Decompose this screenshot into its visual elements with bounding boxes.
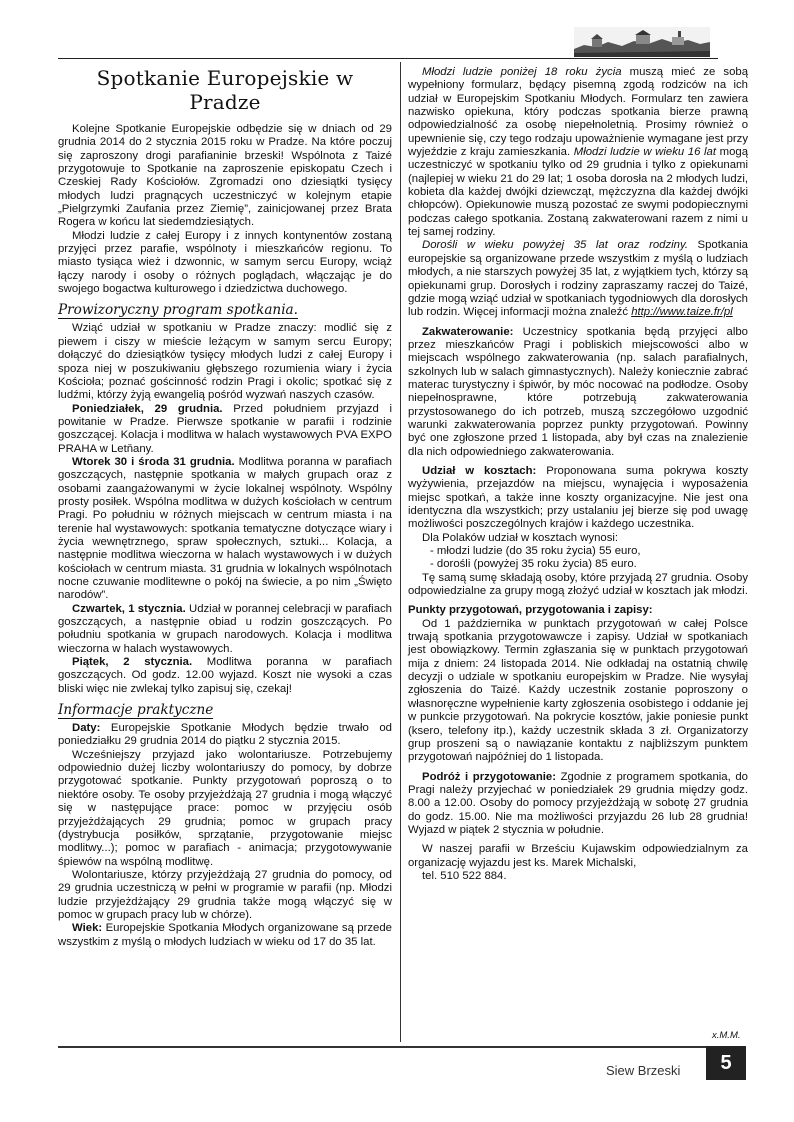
intro-paragraph: Kolejne Spotkanie Europejskie odbędzie się w dniach od 29 grudnia 2014 do 2 stycznia 2015 roku w Pradze. Na które poczuj się zaproszony drogi parafianinie brzeski! Wspólnota z Taizé przygotowuje to Spotkanie na zaproszenie episkopatu Czech i Czeskiej Rady Kościołów. Zgromadzi ono dziesiątki tysięcy młodych ludzi pragnących uczestniczyć w kolejnym etapie „Pielgrzymki Zaufania przez Ziemię”, zainicjowanej przez Brata Rogera w końcu lat siedemdziesiątych.	[58, 123, 392, 229]
intro-paragraph: Młodzi ludzie z całej Europy i z innych kontynentów zostaną przyjęci przez parafie, wspólnoty i mieszkańców regionu. To miasto tysiąca wież i dzwonnic, w samym sercu Europy, wciąż łączy narody i osoby o różnych poglądach, włączając je do swojego bogactwa kulturowego i dziedzictwa duchowego.	[58, 229, 392, 296]
contact-phone: tel. 510 522 884.	[422, 869, 507, 882]
footer-title: Siew Brzeski	[606, 1063, 681, 1078]
program-day: Piątek, 2 stycznia. Modlitwa poranna w parafiach goszczących. Od godz. 12.00 wyjazd. Koszt nie wysoki a czas bliski więc nie zwlekaj tylko zapisuj się, czekaj!	[58, 656, 393, 695]
lodging-paragraph: Zakwaterowanie: Uczestnicy spotkania będą przyjęci albo przez mieszkańców Pragi i pobliskich miejscowości albo w miejscach wspólnego zakwaterowania (np. salach parafialnych, szkolnych lub w salach gimnastycznych). Należy koniecznie zabrać materac turystyczny i śpiwór, by móc nocować na podłodze. Osoby niepełnosprawne, które potrzebują zakwaterowania przystosowanego do ich potrzeb, muszą szczegółowo uzgodnić warunki zakwaterowania poprzez punkty przygotowań. Powinny być one zgłoszone przed 1 listopada, aby był czas na znalezienie dla nich odpowiedniego zakwaterowania.	[408, 325, 748, 458]
points-paragraph: Od 1 października w punktach przygotowań w całej Polsce trwają spotkania przygotowawcze i zapisy. Udział w spotkaniach jest obowiązkowy. Termin zgłaszania się w punktach przygotowań mija z dniem: 24 listopada 2014. Nie odkładaj na ostatnią chwilę decyzji o udziale w spotkaniu europejskim w Pradze. Nie wysyłaj zgłoszenia do Taizé. Każdy uczestnik zostanie poproszony o własnoręczne wypełnienie karty zgłoszenia osobistego i oddanie jej w punkcie przygotowań. Na pokrycie kosztów, jakie poniesie punkt (ksero, telefony itp.), każdy uczestnik składa 3 zł. Organizatorzy grup proszeni są o nawiązanie kontaktu z najbliższym punktem przygotowań najpóźniej do 1 listopada.	[408, 617, 748, 764]
right-column	[408, 66, 748, 883]
info-item: Wolontariusze, którzy przyjeżdżają 27 grudnia do pomocy, od 29 grudnia uczestniczą w pełni w programie w parafii (np. Młodzi ludzie przyjeżdżający 29 grudnia także mogą włączyć się w pomoc w grupach pracy lub w chórze).	[58, 868, 392, 921]
program-day: Czwartek, 1 stycznia. Udział w porannej celebracji w parafiach goszczących, a następnie obiad u rodzin goszczących. Po południu spotkania w grupach narodowych. Kolacja i modlitwa wieczorna w halach wystawowych.	[58, 602, 392, 655]
costs-list-item: - dorośli (powyżej 35 roku życia) 85 euro.	[430, 558, 637, 571]
info-item: Wcześniejszy przyjazd jako wolontariusze. Potrzebujemy odpowiednio dużej liczby wolontariuszy do pomocy, by dobrze przygotować spotkanie. Punkty przygotowań poproszą o to niektóre osoby. Te osoby przyjeżdżają 27 grudnia i mogą włączyć się w następujące prace: pomoc w przyjęciu osób przyjeżdżających 29 grudnia; pomoc w grupach pracy (dystrybucja posiłków, sprzątanie, przygotowanie miejsc modlitwy...); pomoc w parafiach - animacja; przygotowywanie śpiewów na wspólną modlitwę.	[58, 748, 392, 868]
info-item: Wiek: Europejskie Spotkania Młodych organizowane są przede wszystkim z myślą o młodych ludziach w wieku od 17 do 35 lat.	[58, 922, 392, 948]
taize-link[interactable]: http://www.taize.fr/pl	[631, 306, 733, 319]
contact-paragraph: W naszej parafii w Brześciu Kujawskim odpowiedzialnym za organizację wyjazdu jest ks. Marek Michalski,	[408, 843, 748, 869]
costs-list-item: - młodzi ludzie (do 35 roku życia) 55 euro,	[430, 545, 641, 558]
article-title: Spotkanie Europejskie w Pradze	[96, 66, 354, 114]
info-heading: Informacje praktyczne	[58, 702, 214, 719]
costs-paragraph: Udział w kosztach: Proponowana suma pokrywa koszty wyżywienia, przejazdów na miejscu, wynajęcia i wyposażenia miejsc spotkań, a także inne koszty organizacyjne. Nie jest ona identyczna dla wszystkich; przy ustalaniu jej bierze się pod uwagę możliwości poszczególnych krajów i każdego uczestnika.	[408, 464, 748, 531]
costs-poles-intro: Dla Polaków udział w kosztach wynosi:	[422, 531, 619, 544]
travel-paragraph: Podróż i przygotowanie: Zgodnie z programem spotkania, do Pragi należy przyjechać w poniedziałek 29 grudnia między godz. 8.00 a 12.00. Osoby do pomocy przyjeżdżają w sobotę 27 grudnia do godz. 15.00. Nie ma możliwości przyjazdu 26 lub 28 grudnia! Wyjazd w piątek 2 stycznia w południe.	[408, 770, 748, 836]
program-heading: Prowizoryczny program spotkania.	[58, 302, 298, 319]
column-divider	[400, 62, 401, 1042]
adults-paragraph: Dorośli w wieku powyżej 35 lat oraz rodziny. Spotkania europejskie są organizowane przede wszystkim z myślą o ludziach młodych, a nie starszych powyżej 35 lat, z wyjątkiem tych, którzy są opiekunami grup. Dorosłych i rodziny zapraszamy raczej do Taizé, gdzie mogą wziąć udział w spotkaniach tygodniowych dla dorosłych lub rodzin. Więcej informacji można znaleźć http://www.taize.fr/pl	[408, 239, 748, 319]
page-number: 5	[706, 1046, 746, 1080]
program-intro: Wziąć udział w spotkaniu w Pradze znaczy: modlić się z piewem i ciszy w mieście leżącym w samym sercu Europy; dołączyć do dziesiątków tysięcy młodych ludzi z całej Europy i spoza niej w poszukiwaniu głębszego rozumienia wiary i życia Kościoła; poznać gościnność rodzin Pragi i okolic; spotkać się z ludźmi, którzy żyją ewangelią pośród wyzwań naszych czasów.	[58, 322, 392, 402]
points-heading: Punkty przygotowań, przygotowania i zapisy:	[408, 604, 653, 617]
minors-paragraph: Młodzi ludzie poniżej 18 roku życia muszą mieć ze sobą wypełniony formularz, będący pisemną zgodą rodziców na ich udział w Europejskim Spotkaniu Młodych. Formularz ten zawiera nazwisko opiekuna, który podczas spotkania bierze prawną odpowiedzialność za osobę niepełnoletnią. Prosimy również o upewnienie się, czy tego rodzaju upoważnienie wymagane jest przy wyjeździe z kraju zamieszkania. Młodzi ludzie w wieku 16 lat mogą uczestniczyć w spotkaniu tylko od 29 grudnia i tylko z opiekunami (najlepiej w wieku 21 do 29 lat; 1 osoba dorosła na 2 młodych ludzi, kobieta dla każdej dwójki dziewcząt, mężczyzna dla każdej dwójki chłopców). Opiekunowie muszą pozostać ze swymi podopiecznymi podczas całego spotkania. Zostaną zakwaterowani razem z nimi u tej samej rodziny.	[408, 66, 748, 239]
costs-same-paragraph: Tę samą sumę składają osoby, które przyjadą 27 grudnia. Osoby odpowiedzialne za grupy mogą złożyć udział w kosztach jak młodzi.	[408, 571, 748, 598]
top-rule	[58, 58, 718, 59]
info-item: Daty: Europejskie Spotkanie Młodych będzie trwało od poniedziałku 29 grudnia 2014 do piątku 2 stycznia 2015.	[58, 722, 392, 748]
author-signature: x.M.M.	[712, 1030, 741, 1041]
bottom-rule	[58, 1046, 706, 1048]
program-day: Wtorek 30 i środa 31 grudnia. Modlitwa poranna w parafiach goszczących, następnie spotkania w małych grupach oraz z osobami zaangażowanymi w życie lokalnej wspólnoty. Wspólny prosty posiłek. Wspólna modlitwa w dużych kościołach w centrum Pragi. Po południu w różnych miejscach w centrum miasta i na terenie hal wystawowych: spotkania tematyczne dotyczące wiary i życia wewnętrznego, spraw społecznych, sztuki... Kolacja, a następnie modlitwa wieczorna w halach wystawowych i w dużych kościołach w centrum miasta. 31 grudnia w lokalnych wspólnotach nocne czuwanie modlitewne o pokój na świecie, a po nim „Święto narodów”.	[58, 455, 392, 602]
header-photo	[574, 27, 710, 57]
program-day: Poniedziałek, 29 grudnia. Przed południem przyjazd i powitanie w Pradze. Pierwsze spotkanie w parafii i rodzinie goszczącej. Kolacja i modlitwa w halach wystawowych PVA EXPO PRAHA w Letňany.	[58, 402, 392, 455]
left-column	[58, 66, 392, 949]
